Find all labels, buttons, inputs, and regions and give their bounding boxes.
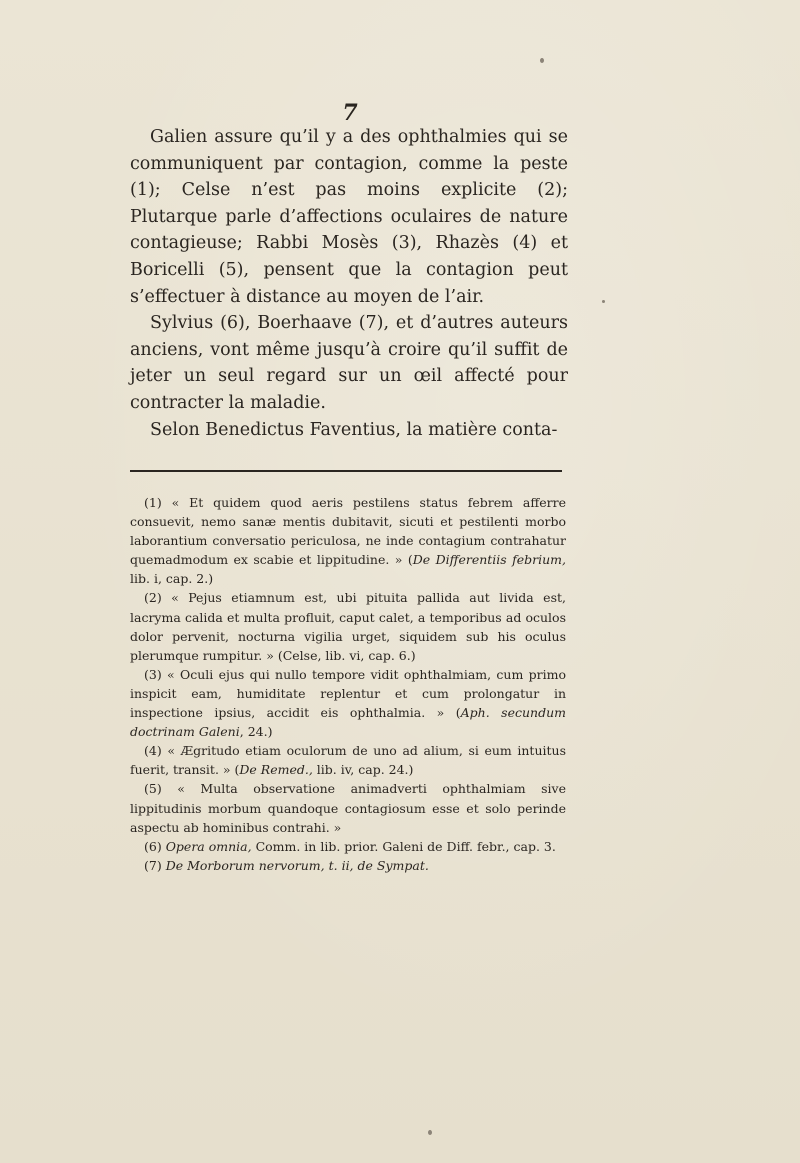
footnote: (1) « Et quidem quod aeris pestilens status febrem afferre consuevit, nemo sanæ mentis dubitavit, sicuti et pestilenti morbo laborantium conversatio periculosa, ne inde contagium contrahatur quemadmodum ex scabie et lippitudine. » (De Differentiis febrium, lib. i, cap. 2.) xyxy=(130,495,567,587)
body-paragraph: Selon Benedictus Faventius, la matière conta- xyxy=(150,419,558,440)
body-text xyxy=(130,124,568,443)
footnote: (3) « Oculi ejus qui nullo tempore vidit ophthalmiam, cum primo inspicit eam, humiditate replentur et cum prolongatur in inspectione ipsius, accidit eis ophthalmia. » (Aph. secundum doctrinam Galeni, 24.) xyxy=(130,666,566,740)
footnotes xyxy=(130,493,566,875)
footnote: (4) « Ægritudo etiam oculorum de uno ad alium, si eum intuitus fuerit, transit. » (De Remed., lib. iv, cap. 24.) xyxy=(130,743,566,778)
paper-speck xyxy=(540,58,544,63)
footnote: (7) De Morborum nervorum, t. ii, de Sympat. xyxy=(144,857,429,873)
page-number: 7 xyxy=(342,100,358,126)
body-paragraph: Galien assure qu’il y a des ophthalmies qui se communiquent par contagion, comme la peste (1); Celse n’est pas moins explicite (2); Plutarque parle d’affections oculaires de nature contagieuse; Rabbi Mosès (3), Rhazès (4) et Boricelli (5), pensent que la contagion peut s’effectuer à distance au moyen de l’air. xyxy=(130,127,568,307)
footnote-separator-rule xyxy=(130,470,562,472)
paper-speck xyxy=(602,300,605,303)
footnote: (5) « Multa observatione animadverti ophthalmiam sive lippitudinis morbum quandoque contagiosum esse et solo perinde aspectu ab hominibus contrahi. » xyxy=(130,781,566,835)
body-paragraph: Sylvius (6), Boerhaave (7), et d’autres auteurs anciens, vont même jusqu’à croire qu’il suffit de jeter un seul regard sur un œil affecté pour contracter la maladie. xyxy=(130,313,568,413)
footnote: (2) « Pejus etiamnum est, ubi pituita pallida aut livida est, lacryma calida et multa profluit, caput calet, a temporibus ad oculos dolor pervenit, nocturna vigilia urget, siquidem sub his oculus plerumque rumpitur. » (Celse, lib. vi, cap. 6.) xyxy=(130,590,566,663)
paper-speck xyxy=(428,1130,432,1135)
footnote: (6) Opera omnia, Comm. in lib. prior. Galeni de Diff. febr., cap. 3. xyxy=(144,838,556,854)
